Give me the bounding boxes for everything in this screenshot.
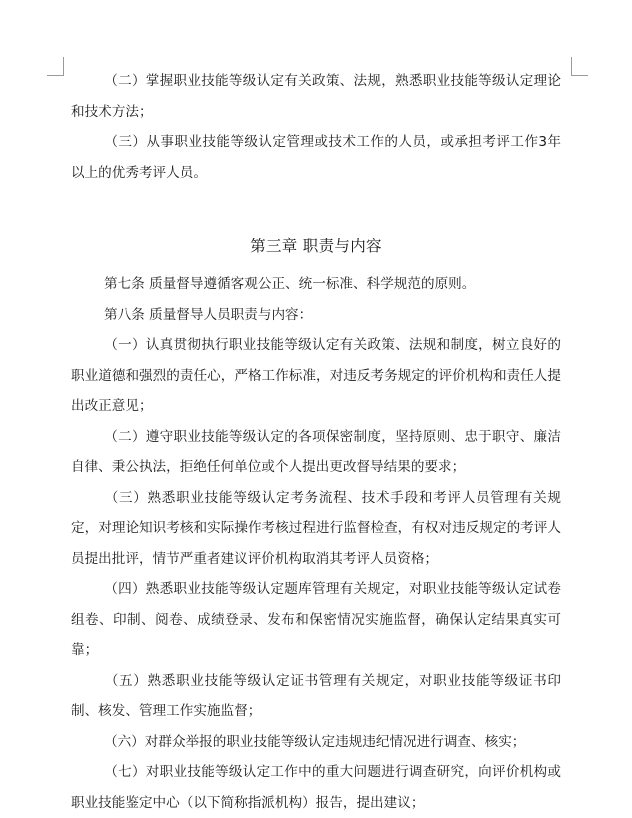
list-item: （四）熟悉职业技能等级认定题库管理有关规定，对职业技能等级认定试卷组卷、印制、阅卷、成绩登录、发布和保密情况实施监督，确保认定结果真实可靠；: [71, 581, 561, 658]
crop-mark-top-left: [47, 57, 64, 76]
list-item: （五）熟悉职业技能等级认定证书管理有关规定，对职业技能等级证书印制、核发、管理工作实施监督；: [71, 672, 561, 719]
document-body: [71, 66, 561, 818]
list-item: （七）对职业技能等级认定工作中的重大问题进行调查研究，向评价机构或职业技能鉴定中心（以下简称指派机构）报告，提出建议；: [71, 764, 561, 811]
list-item: （三）熟悉职业技能等级认定考务流程、技术手段和考评人员管理有关规定，对理论知识考核和实际操作考核过程进行监督检查，有权对违反规定的考评人员提出批评，情节严重者建议评价机构取消其考评人员资格；: [71, 489, 561, 567]
list-item: （一）认真贯彻执行职业技能等级认定有关政策、法规和制度，树立良好的职业道德和强烈的责任心，严格工作标准，对违反考务规定的评价机构和责任人提出改正意见；: [71, 337, 561, 414]
paragraph: （二）掌握职业技能等级认定有关政策、法规，熟悉职业技能等级认定理论和技术方法；: [71, 73, 561, 120]
article-eight: 第八条 质量督导人员职责与内容：: [104, 306, 313, 323]
crop-mark-top-right: [571, 57, 588, 76]
chapter-heading: 第三章 职责与内容: [250, 237, 382, 255]
list-item: （二）遵守职业技能等级认定的各项保密制度，坚持原则、忠于职守、廉洁自律、秉公执法，拒绝任何单位或个人提出更改督导结果的要求；: [71, 428, 561, 475]
list-item: （六）对群众举报的职业技能等级认定违规违纪情况进行调查、核实；: [104, 733, 526, 750]
paragraph: （三）从事职业技能等级认定管理或技术工作的人员，或承担考评工作3年以上的优秀考评人员。: [71, 134, 561, 181]
article-seven: 第七条 质量督导遵循客观公正、统一标准、科学规范的原则。: [104, 276, 476, 292]
